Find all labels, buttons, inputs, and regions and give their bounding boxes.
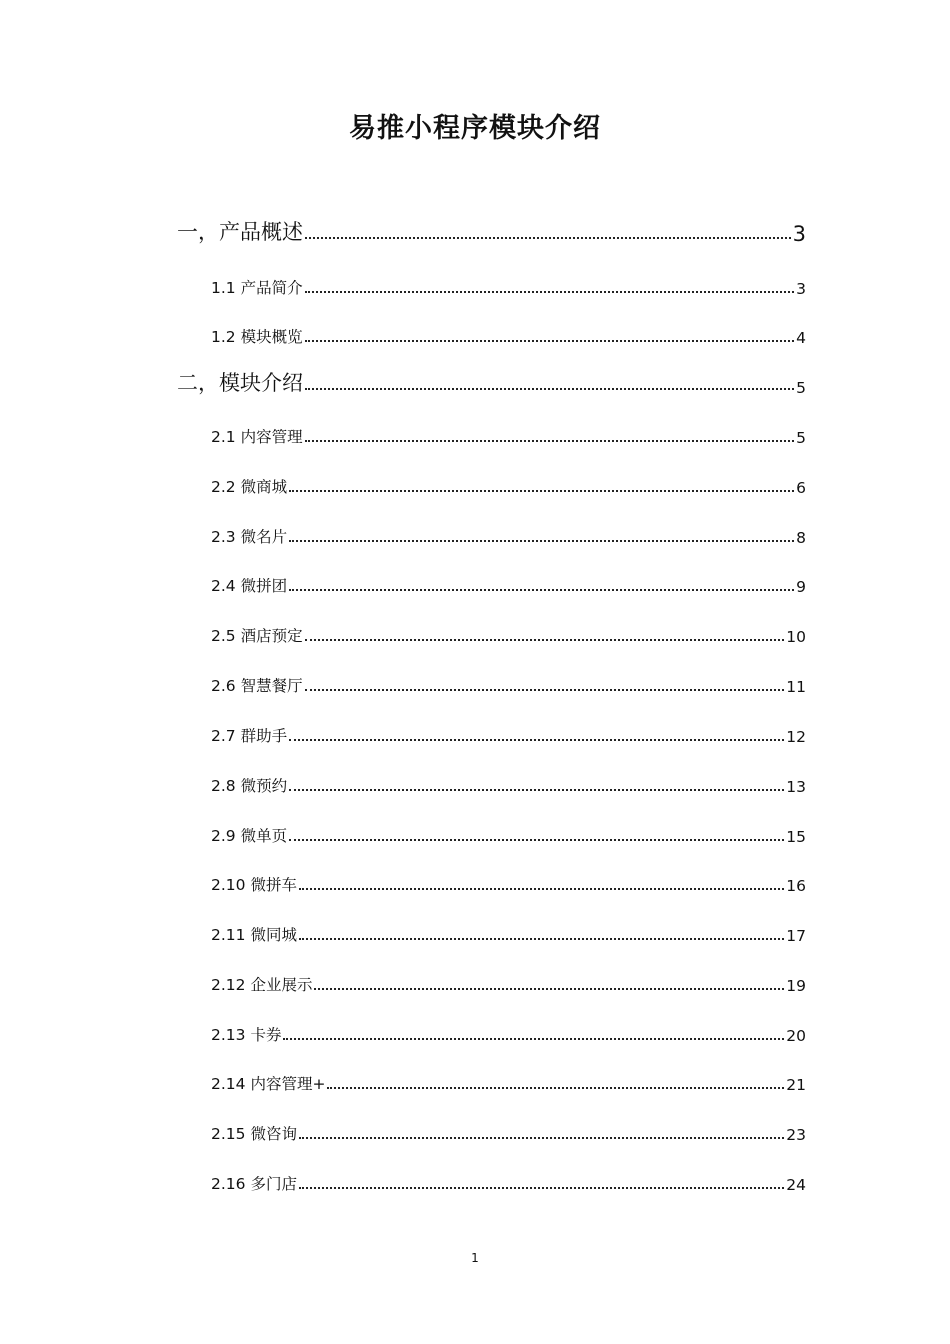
toc-page-number: 12	[786, 728, 806, 746]
toc-entry-micro-mall[interactable]	[211, 475, 806, 497]
toc-dot-leader	[289, 490, 794, 492]
toc-dot-leader	[305, 340, 795, 342]
toc-page-number: 20	[786, 1027, 806, 1045]
toc-dot-leader	[289, 589, 794, 591]
toc-page-number: 15	[786, 828, 806, 846]
toc-entry-module-overview[interactable]	[211, 325, 806, 347]
toc-entry-label: 2.9 微单页	[211, 827, 288, 845]
toc-entry-single-page[interactable]	[211, 824, 806, 846]
toc-dot-leader	[289, 540, 794, 542]
toc-entry-label: 2.12 企业展示	[211, 976, 313, 994]
toc-entry-label: 2.2 微商城	[211, 478, 288, 496]
toc-entry-label: 2.8 微预约	[211, 777, 288, 795]
toc-entry-same-city[interactable]	[211, 923, 806, 945]
toc-page-number: 17	[786, 927, 806, 945]
toc-entry-content-management-plus[interactable]	[211, 1072, 806, 1094]
toc-entry-label: 2.3 微名片	[211, 528, 288, 546]
toc-page-number: 5	[796, 379, 806, 397]
toc-entry-label: 2.14 内容管理+	[211, 1075, 326, 1093]
toc-entry-label: 2.5 酒店预定	[211, 627, 303, 645]
toc-page-number: 9	[796, 578, 806, 596]
toc-dot-leader	[289, 789, 784, 791]
toc-page-number: 11	[786, 678, 806, 696]
toc-entry-micro-card[interactable]	[211, 525, 806, 547]
document-title: 易推小程序模块介绍	[349, 113, 601, 144]
toc-page-number: 23	[786, 1126, 806, 1144]
toc-entry-label: 2.11 微同城	[211, 926, 297, 944]
toc-entry-label: 2.10 微拼车	[211, 876, 297, 894]
toc-page-number: 16	[786, 877, 806, 895]
toc-page-number: 13	[786, 778, 806, 796]
toc-entry-micro-appointment[interactable]	[211, 774, 806, 796]
toc-page-number: 19	[786, 977, 806, 995]
toc-entry-smart-restaurant[interactable]	[211, 674, 806, 696]
toc-page-number: 6	[796, 479, 806, 497]
toc-entry-label: 2.16 多门店	[211, 1175, 297, 1193]
toc-entry-group-assistant[interactable]	[211, 724, 806, 746]
toc-entry-company-showcase[interactable]	[211, 973, 806, 995]
toc-dot-leader	[305, 639, 785, 641]
toc-dot-leader	[283, 1038, 784, 1040]
toc-dot-leader	[305, 689, 785, 691]
toc-dot-leader	[305, 440, 795, 442]
toc-entry-product-intro[interactable]	[211, 276, 806, 298]
toc-page-number: 10	[786, 628, 806, 646]
toc-entry-label: 2.1 内容管理	[211, 428, 303, 446]
toc-entry-label: 1.1 产品简介	[211, 279, 303, 297]
toc-dot-leader	[299, 1137, 784, 1139]
toc-dot-leader	[299, 1187, 784, 1189]
toc-page-number: 3	[796, 280, 806, 298]
toc-entry-module-intro[interactable]	[177, 367, 806, 397]
toc-page-number: 24	[786, 1176, 806, 1194]
toc-entry-label: 一，产品概述	[177, 220, 303, 244]
toc-page-number: 4	[796, 329, 806, 347]
toc-dot-leader	[299, 888, 784, 890]
toc-entry-consulting[interactable]	[211, 1122, 806, 1144]
toc-entry-label: 2.15 微咨询	[211, 1125, 297, 1143]
toc-dot-leader	[305, 237, 791, 239]
toc-entry-label: 1.2 模块概览	[211, 328, 303, 346]
toc-entry-coupons[interactable]	[211, 1023, 806, 1045]
toc-dot-leader	[305, 291, 795, 293]
toc-entry-label: 2.13 卡券	[211, 1026, 282, 1044]
toc-dot-leader	[314, 988, 784, 990]
toc-entry-hotel-booking[interactable]	[211, 624, 806, 646]
toc-dot-leader	[327, 1087, 784, 1089]
toc-dot-leader	[299, 938, 784, 940]
toc-dot-leader	[305, 388, 794, 390]
toc-dot-leader	[289, 739, 784, 741]
page-number: 1	[471, 1251, 479, 1265]
toc-entry-label: 2.7 群助手	[211, 727, 288, 745]
toc-entry-carpool[interactable]	[211, 873, 806, 895]
toc-page-number: 3	[792, 222, 806, 246]
toc-entry-label: 2.4 微拼团	[211, 577, 288, 595]
toc-page-number: 5	[796, 429, 806, 447]
toc-page-number: 8	[796, 529, 806, 547]
toc-entry-product-overview[interactable]	[177, 216, 806, 246]
toc-entry-group-buy[interactable]	[211, 574, 806, 596]
toc-entry-label: 二，模块介绍	[177, 371, 303, 395]
toc-dot-leader	[289, 839, 784, 841]
toc-page-number: 21	[786, 1076, 806, 1094]
toc-entry-multi-store[interactable]	[211, 1172, 806, 1194]
toc-entry-content-management[interactable]	[211, 425, 806, 447]
toc-entry-label: 2.6 智慧餐厅	[211, 677, 303, 695]
